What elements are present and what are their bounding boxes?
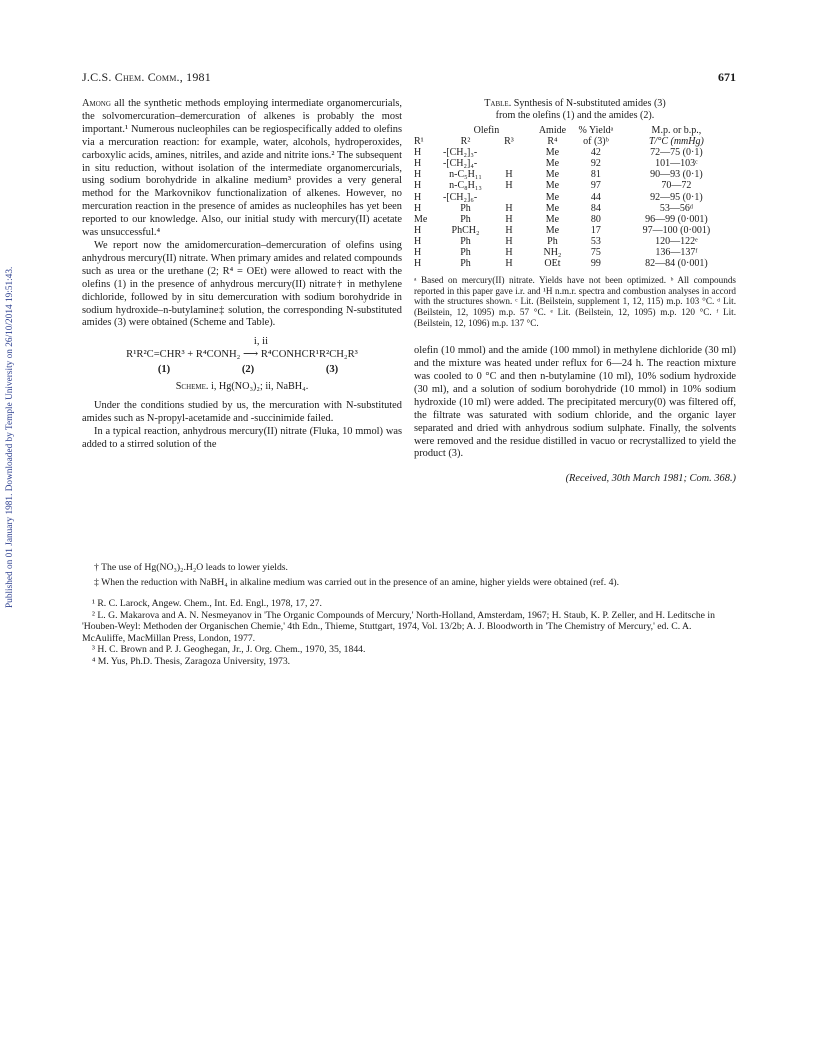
table-cell: Me [545, 169, 560, 181]
paragraph-intro [82, 98, 402, 240]
paragraph-procedure-cont: olefin (10 mmol) and the amide (100 mmol) in methylene dichloride (30 ml) and the mixture was heated under reflux for 6—24 h. The reaction mixture was cooled to 0 °C and then n-butylamine (10 ml), 10% sodium hydroxide (30 ml), and a solution of sodium borohydride (10 mmol) in 10% sodium hydroxide (10 ml) were added. The precipitated mercury(0) was filtered off, the filtrate was saturated with sodium chloride, and the organic layer separated and dried with anhydrous sodium sulphate. Finally, the solvents were removed and the residue distilled in vacuo or recrystallized to yield the product (3). [414, 345, 736, 460]
table-cell: OEt [544, 258, 561, 270]
table-cell: Ph [460, 202, 471, 214]
table-cell [488, 147, 530, 158]
table-cell: H [505, 224, 513, 236]
intro-text: all the synthetic methods employing intermediate organomercurials, the solvomercuration–demercuration of alkenes is probably the most important.¹ Numerous nucleophiles can be regiospecifically added to olefins via a mercuration reaction: for example, water, alcohols, hydroperoxides, carboxylic acids, amines, nitriles, and azide and nitrite ions.² The subsequent in situ reduction, without isolation of the intermediate organomercurials, using sodium borohydride in alkaline medium³ provides a very general method for the Markovnikov functionalization of alkenes. However, no mercuration reaction in the presence of amides as nucleophiles has yet been reported to our knowledge. Also, our initial study with mercury(II) acetate was unsuccessful.⁴ [82, 98, 402, 239]
table-cell: PhCH₂ [451, 224, 480, 236]
compound-label: (3) [325, 364, 339, 376]
header-temp: T/°C (mmHg) [649, 136, 704, 148]
table-row [414, 236, 736, 247]
table-cell: 53—56ᵈ [659, 202, 693, 214]
table-header-row [414, 125, 736, 136]
table-cell: Ph [460, 213, 471, 225]
table-row [414, 203, 736, 214]
table-cell: Ph [460, 258, 471, 270]
table-row [414, 192, 736, 203]
table-cell: 17 [590, 224, 601, 236]
table-cell: -[CH₂]₃- [442, 147, 478, 159]
reference-item: ³ H. C. Brown and P. J. Geoghegan, Jr., J. Org. Chem., 1970, 35, 1844. [92, 644, 366, 655]
reaction-equation [82, 336, 402, 377]
table-footnote: ᵃ Based on mercury(II) nitrate. Yields have not been optimized. ᵇ All compounds reported in this paper gave i.r. and ¹H n.m.r. spectra and combustion analyses in accord with the structures shown. ᶜ Lit. (Beilstein, supplement 1, 12, 115) m.p. 103 °C. ᵈ Lit. (Beilstein, 12, 1095) m.p. 57 °C. ᵉ Lit. (Beilstein, 12, 1095) m.p. 120 °C. ᶠ Lit. (Beilstein, 12, 1096) m.p. 137 °C. [414, 275, 736, 328]
footnote-double-dagger: ‡ When the reduction with NaBH₄ in alkaline medium was carried out in the presence of an amine, higher yields were obtained (ref. 4). [94, 576, 620, 588]
table-cell [488, 192, 530, 203]
header-olefin: Olefin [473, 125, 500, 136]
table-header-row [414, 136, 736, 147]
footnotes [82, 562, 736, 667]
table-cell: 97 [590, 180, 601, 192]
received-line: (Received, 30th March 1981; Com. 368.) [565, 473, 736, 485]
table-cell: H [414, 169, 422, 181]
table-label: Table. [484, 98, 512, 109]
page-header [82, 70, 736, 86]
table-cell: H [505, 202, 513, 214]
left-column [82, 98, 402, 452]
reference-item: ¹ R. C. Larock, Angew. Chem., Int. Ed. Engl., 1978, 17, 27. [92, 598, 322, 609]
table-title: Synthesis of N-substituted amides (3) [511, 98, 666, 109]
table-row [414, 147, 736, 158]
header-r3: R³ [504, 136, 514, 148]
table-cell: n-C₈H₁₃ [449, 180, 482, 192]
table-cell: -[CH₂]₄- [442, 158, 478, 170]
table-row [414, 169, 736, 180]
table-cell: Me [545, 202, 560, 214]
table-title-line2: from the olefins (1) and the amides (2). [495, 110, 655, 121]
table-cell: 42 [590, 147, 601, 159]
table-caption [414, 98, 736, 122]
table-cell: Me [545, 147, 560, 159]
table-cell: H [505, 258, 513, 270]
table-cell: 90—93 (0·1) [650, 169, 703, 181]
scheme-caption [82, 381, 402, 394]
reaction-conditions: i, ii [253, 336, 269, 348]
table-cell: 75 [590, 247, 601, 259]
table-cell: 120—122ᵉ [655, 235, 698, 247]
table-cell: H [414, 224, 422, 236]
table-row [414, 180, 736, 191]
table-row [414, 214, 736, 225]
table-cell: NH₂ [543, 247, 562, 259]
table-cell: Ph [460, 235, 471, 247]
table-cell: 44 [590, 191, 601, 203]
table-cell: Ph [460, 247, 471, 259]
paragraph-failure: Under the conditions studied by us, the mercuration with N-substituted amides such as N-propyl-acetamide and -succinimide failed. [82, 399, 402, 424]
table-cell: Ph [547, 235, 558, 247]
table-cell: H [414, 247, 422, 259]
table-cell: n-C₅H₁₁ [449, 169, 482, 181]
table-cell: 92 [590, 158, 601, 170]
table-cell: 92—95 (0·1) [650, 191, 703, 203]
table-cell: Me [545, 158, 560, 170]
table-row [414, 158, 736, 169]
table-body [414, 147, 736, 269]
footnote-dagger: † The use of Hg(NO₃)₂.H₂O leads to lower yields. [94, 562, 288, 573]
table-cell: 72—75 (0·1) [650, 147, 703, 159]
table-cell: 101—103ᶜ [655, 158, 698, 170]
paragraph-report: We report now the amidomercuration–demercuration of olefins using anhydrous mercury(II) nitrate. When primary amides and related compounds such as urea or the urethane (2; R⁴ = OEt) were allowed to react with the olefins (1) in the presence of anhydrous mercury(II) nitrate† in methylene dichloride, followed by in situ demercuration with sodium borohydride in sodium hydroxide–n-butylamine‡ solution, the corresponding N-substituted amides (3) were obtained (Scheme and Table). [82, 239, 402, 329]
table-cell: H [505, 180, 513, 192]
table-cell: H [414, 191, 422, 203]
reaction-formula: R¹R²C=CHR³ + R⁴CONH₂ ⟶ R⁴CONHCR¹R²CH₂R³ [126, 349, 358, 361]
page-number: 671 [718, 70, 736, 84]
table-cell: Me [414, 213, 428, 225]
table-row [414, 258, 736, 269]
compound-label: (1) [157, 364, 171, 376]
table-cell: H [414, 147, 422, 159]
results-table [414, 125, 736, 269]
download-watermark: Published on 01 January 1981. Downloaded by Temple University on 26/10/2014 19:51:43. [5, 266, 15, 608]
table-cell: H [505, 213, 513, 225]
table-cell: Me [545, 191, 560, 203]
table-cell: 82—84 (0·001) [645, 258, 708, 270]
header-amide: Amide [538, 125, 567, 136]
header-r4: R⁴ [547, 136, 558, 148]
table-cell: Me [545, 224, 560, 236]
table-cell: Me [545, 180, 560, 192]
table-cell: 97—100 (0·001) [642, 224, 711, 236]
table-cell: 53 [590, 235, 601, 247]
scheme-label: Scheme. [175, 381, 209, 393]
table-cell: 136—137ᶠ [655, 247, 698, 259]
table-row [414, 247, 736, 258]
table-cell: H [505, 235, 513, 247]
header-r1: R¹ [414, 136, 424, 148]
table-cell [488, 158, 530, 169]
header-mp: M.p. or b.p., [651, 125, 702, 136]
table-cell: H [505, 247, 513, 259]
compound-labels [82, 364, 402, 377]
lead-word: Among [82, 98, 111, 109]
table-cell: H [414, 258, 422, 270]
compound-label: (2) [241, 364, 255, 376]
table-cell: Me [545, 213, 560, 225]
reference-item: ² L. G. Makarova and A. N. Nesmeyanov in 'The Organic Compounds of Mercury,' North-Holland, Amsterdam, 1967; H. Staub, K. P. Zeller, and H. Leditsche in 'Houben-Weyl: Methoden der Organischen Chemie,' 4th Edn., Thieme, Stuttgart, 1974, Vol. 13/2b; A. J. Bloodworth in 'The Chemistry of Mercury,' ed. C. A. McAuliffe, MacMillan Press, London, 1977. [82, 609, 715, 644]
table-cell: H [505, 169, 513, 181]
reference-item: ⁴ M. Yus, Ph.D. Thesis, Zaragoza University, 1973. [92, 655, 291, 667]
table-row [414, 225, 736, 236]
table-cell: 80 [590, 213, 601, 225]
paragraph-procedure: In a typical reaction, anhydrous mercury(II) nitrate (Fluka, 10 mmol) was added to a stirred solution of the [82, 425, 402, 450]
table-cell: -[CH₂]₆- [442, 191, 478, 203]
header-r2: R² [460, 136, 471, 148]
table-cell: 70—72 [661, 180, 692, 192]
table-cell: H [414, 202, 422, 214]
table-cell: 81 [590, 169, 601, 181]
table-cell: 99 [590, 258, 601, 270]
references [82, 598, 736, 667]
table-cell: H [414, 180, 422, 192]
table-cell: H [414, 235, 422, 247]
table-cell: 84 [590, 202, 601, 214]
table-cell: H [414, 158, 422, 170]
header-yield: % Yieldᵃ [578, 125, 614, 136]
right-column [414, 98, 736, 486]
table-cell: 96—99 (0·001) [645, 213, 708, 225]
journal-title: J.C.S. Chem. Comm., 1981 [82, 70, 211, 84]
header-of3: of (3)ᵇ [583, 136, 609, 148]
scheme-text: i, Hg(NO₃)₂; ii, NaBH₄. [208, 381, 309, 393]
